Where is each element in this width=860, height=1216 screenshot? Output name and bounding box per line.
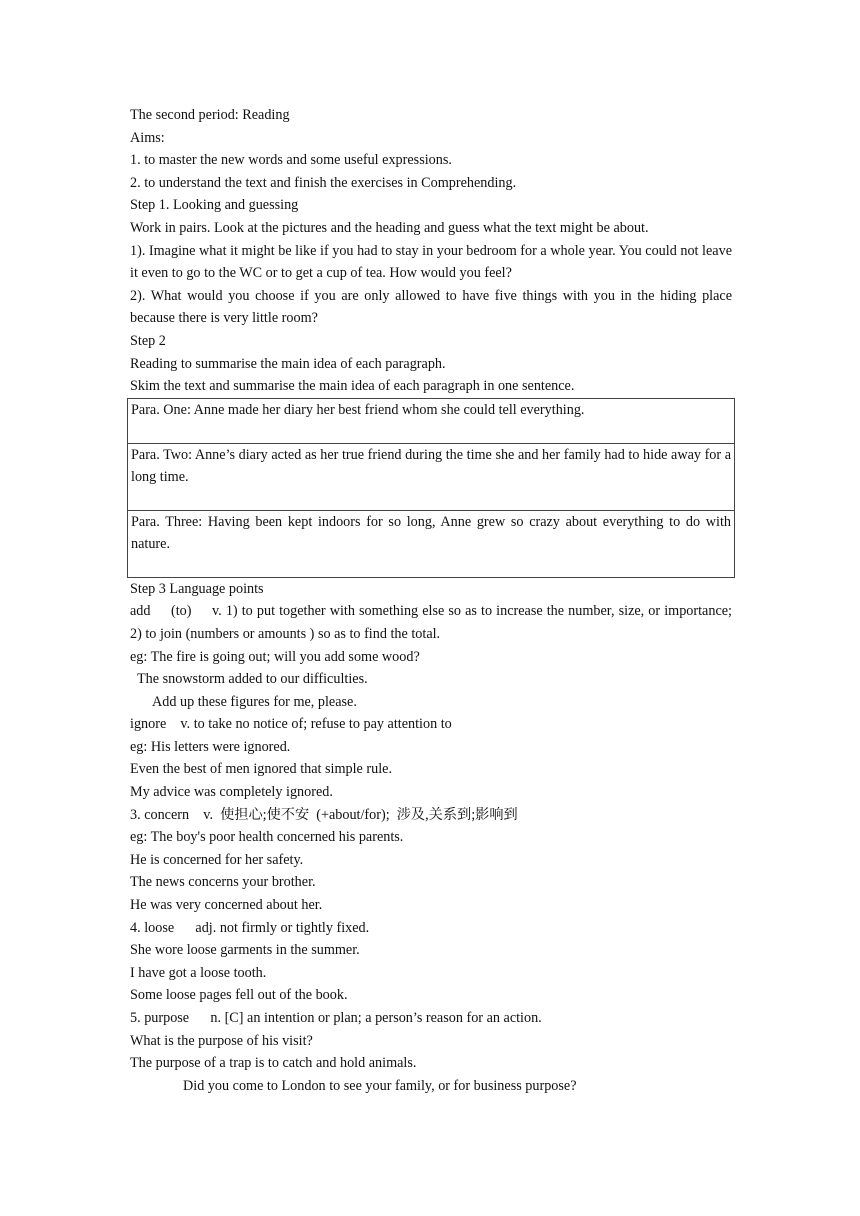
concern-definition: 3. concern v. 使担心;使不安 (+about/for); 涉及,关系到;影响到 <box>130 806 518 823</box>
concern-example: eg: The boy's poor health concerned his parents. <box>130 829 404 846</box>
summary-table <box>127 398 735 578</box>
concern-example: The news concerns your brother. <box>130 874 316 891</box>
ignore-example: eg: His letters were ignored. <box>130 738 291 755</box>
table-cell: Para. Three: Having been kept indoors for so long, Anne grew so crazy about everything to do with nature. <box>128 510 735 577</box>
aims-label: Aims: <box>130 129 165 146</box>
loose-example: I have got a loose tooth. <box>130 964 267 981</box>
purpose-example: What is the purpose of his visit? <box>130 1032 313 1049</box>
step1-question-2: 2). What would you choose if you are only allowed to have five things with you in the hiding place because there is very little room? <box>130 287 732 327</box>
aim-item: 2. to understand the text and finish the exercises in Comprehending. <box>130 174 517 191</box>
purpose-example: The purpose of a trap is to catch and hold animals. <box>130 1055 417 1072</box>
table-row <box>128 510 735 577</box>
loose-definition: 4. loose adj. not firmly or tightly fixed. <box>130 919 370 936</box>
step3-heading: Step 3 Language points <box>130 580 264 597</box>
ignore-definition: ignore v. to take no notice of; refuse to pay attention to <box>130 716 452 733</box>
page-title: The second period: Reading <box>130 107 290 123</box>
table-row <box>128 398 735 443</box>
step2-heading: Step 2 <box>130 332 166 349</box>
step1-heading: Step 1. Looking and guessing <box>130 197 299 214</box>
purpose-example: Did you come to London to see your family, or for business purpose? <box>183 1077 577 1094</box>
table-cell: Para. One: Anne made her diary her best friend whom she could tell everything. <box>128 398 735 443</box>
aim-item: 1. to master the new words and some useful expressions. <box>130 152 452 169</box>
step2-line-2: Skim the text and summarise the main idea of each paragraph in one sentence. <box>130 378 575 395</box>
document-body <box>130 104 747 1097</box>
ignore-example: Even the best of men ignored that simple rule. <box>130 761 393 778</box>
add-example: eg: The fire is going out; will you add some wood? <box>130 648 420 665</box>
loose-example: Some loose pages fell out of the book. <box>130 987 348 1004</box>
add-definition: add (to) v. 1) to put together with something else so as to increase the number, size, or importance; 2) to join (numbers or amounts ) so as to find the total. <box>130 603 747 642</box>
step1-question-1: 1). Imagine what it might be like if you had to stay in your bedroom for a whole year. You could not leave it even to go to the WC or to get a cup of tea. How would you feel? <box>130 242 732 282</box>
add-example: The snowstorm added to our difficulties. <box>137 671 368 688</box>
concern-example: He was very concerned about her. <box>130 897 323 914</box>
loose-example: She wore loose garments in the summer. <box>130 942 360 959</box>
table-cell: Para. Two: Anne’s diary acted as her true friend during the time she and her family had to hide away for a long time. <box>128 443 735 510</box>
step2-line-1: Reading to summarise the main idea of each paragraph. <box>130 355 446 372</box>
concern-example: He is concerned for her safety. <box>130 851 304 868</box>
add-example: Add up these figures for me, please. <box>152 693 357 710</box>
purpose-definition: 5. purpose n. [C] an intention or plan; a person’s reason for an action. <box>130 1010 542 1026</box>
table-row <box>128 443 735 510</box>
step1-instruction: Work in pairs. Look at the pictures and the heading and guess what the text might be about. <box>130 219 649 236</box>
ignore-example: My advice was completely ignored. <box>130 784 333 801</box>
